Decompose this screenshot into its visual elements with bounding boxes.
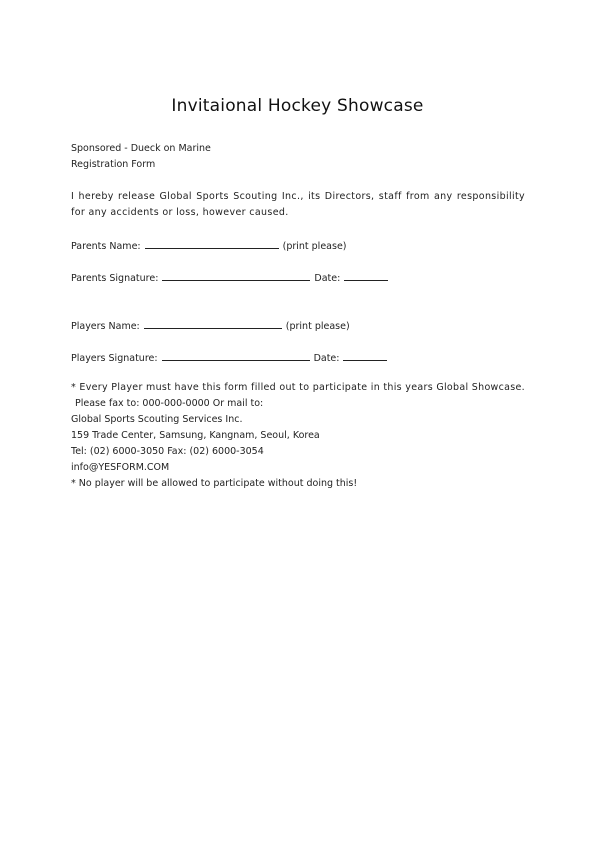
players-date-label: Date:	[313, 353, 340, 364]
parents-signature-label: Parents Signature:	[71, 273, 159, 284]
players-name-print-note: (print please)	[285, 321, 350, 332]
parents-name-field[interactable]	[145, 238, 279, 249]
players-signature-label: Players Signature:	[71, 353, 158, 364]
parents-signature-field[interactable]	[162, 270, 310, 281]
players-signature-row	[71, 350, 391, 365]
sponsor-line: Sponsored - Dueck on Marine	[71, 143, 211, 154]
document-title: Invitaional Hockey Showcase	[171, 96, 424, 116]
parents-signature-row	[71, 270, 392, 285]
requirement-note: * Every Player must have this form filled out to participate in this years Global Showcase.	[71, 382, 525, 393]
email-address: info@YESFORM.COM	[71, 462, 170, 473]
release-statement: I hereby release Global Sports Scouting Inc., its Directors, staff from any responsibility for any accidents or loss, however caused.	[71, 191, 525, 218]
fax-mail-note: Please fax to: 000-000-0000 Or mail to:	[75, 398, 264, 409]
players-name-label: Players Name:	[71, 321, 140, 332]
players-name-row	[71, 318, 350, 333]
players-date-field[interactable]	[343, 350, 387, 361]
parents-name-row	[71, 238, 347, 253]
players-name-field[interactable]	[144, 318, 282, 329]
company-name: Global Sports Scouting Services Inc.	[71, 414, 243, 425]
form-name: Registration Form	[71, 159, 156, 170]
warning-note: * No player will be allowed to participate without doing this!	[71, 478, 358, 489]
phone-fax: Tel: (02) 6000-3050 Fax: (02) 6000-3054	[71, 446, 264, 457]
parents-date-field[interactable]	[344, 270, 388, 281]
parents-date-label: Date:	[314, 273, 341, 284]
notes-block	[71, 380, 525, 492]
parents-name-print-note: (print please)	[282, 241, 347, 252]
parents-name-label: Parents Name:	[71, 241, 141, 252]
company-address: 159 Trade Center, Samsung, Kangnam, Seoul, Korea	[71, 430, 320, 441]
players-signature-field[interactable]	[162, 350, 310, 361]
